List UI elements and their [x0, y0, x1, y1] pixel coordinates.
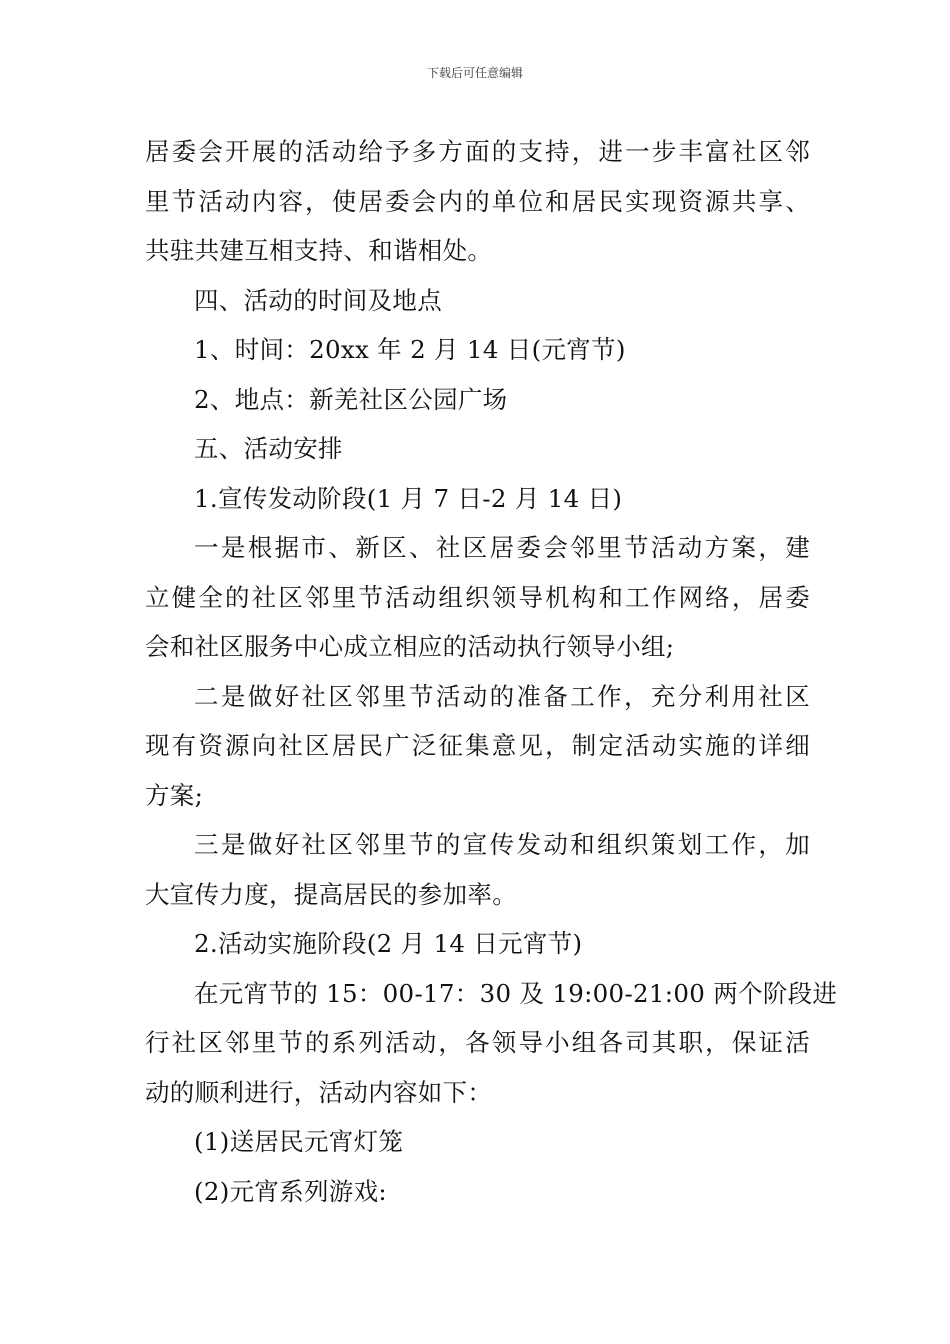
paragraph-line: 一是根据市、新区、社区居委会邻里节活动方案，建 — [194, 533, 810, 562]
paragraph-line: 方案; — [145, 780, 204, 810]
activity-item-1: (1)送居民元宵灯笼 — [194, 1127, 404, 1156]
paragraph-line: 大宣传力度，提高居民的参加率。 — [145, 879, 517, 909]
paragraph-line: 里节活动内容，使居委会内的单位和居民实现资源共享、 — [145, 186, 810, 216]
paragraph-line: 动的顺利进行，活动内容如下： — [145, 1077, 493, 1107]
stage-heading-1: 1.宣传发动阶段(1 月 7 日-2 月 14 日) — [194, 483, 623, 513]
paragraph-line: 行社区邻里节的系列活动，各领导小组各司其职，保证活 — [145, 1028, 810, 1057]
paragraph-line: 在元宵节的 15：00-17：30 及 19:00-21:00 两个阶段进 — [194, 978, 838, 1008]
paragraph-line: 立健全的社区邻里节活动组织领导机构和工作网络，居委 — [145, 582, 810, 612]
section-heading-4: 四、活动的时间及地点 — [194, 285, 442, 315]
paragraph-line: 现有资源向社区居民广泛征集意见，制定活动实施的详细 — [145, 731, 810, 760]
paragraph-line: 会和社区服务中心成立相应的活动执行领导小组; — [145, 632, 675, 661]
page-header-note: 下载后可任意编辑 — [426, 66, 523, 80]
location-item: 2、地点：新羌社区公园广场 — [194, 384, 508, 414]
paragraph-line: 居委会开展的活动给予多方面的支持，进一步丰富社区邻 — [145, 137, 810, 166]
activity-item-2: (2)元宵系列游戏: — [194, 1176, 387, 1206]
document-body — [145, 127, 838, 1216]
time-item: 1、时间：20xx 年 2 月 14 日(元宵节) — [194, 335, 626, 364]
paragraph-line: 共驻共建互相支持、和谐相处。 — [145, 236, 493, 265]
stage-heading-2: 2.活动实施阶段(2 月 14 日元宵节) — [194, 929, 583, 958]
paragraph-line: 二是做好社区邻里节活动的准备工作，充分利用社区 — [194, 681, 810, 711]
section-heading-5: 五、活动安排 — [194, 434, 343, 463]
paragraph-line: 三是做好社区邻里节的宣传发动和组织策划工作，加 — [194, 830, 810, 859]
